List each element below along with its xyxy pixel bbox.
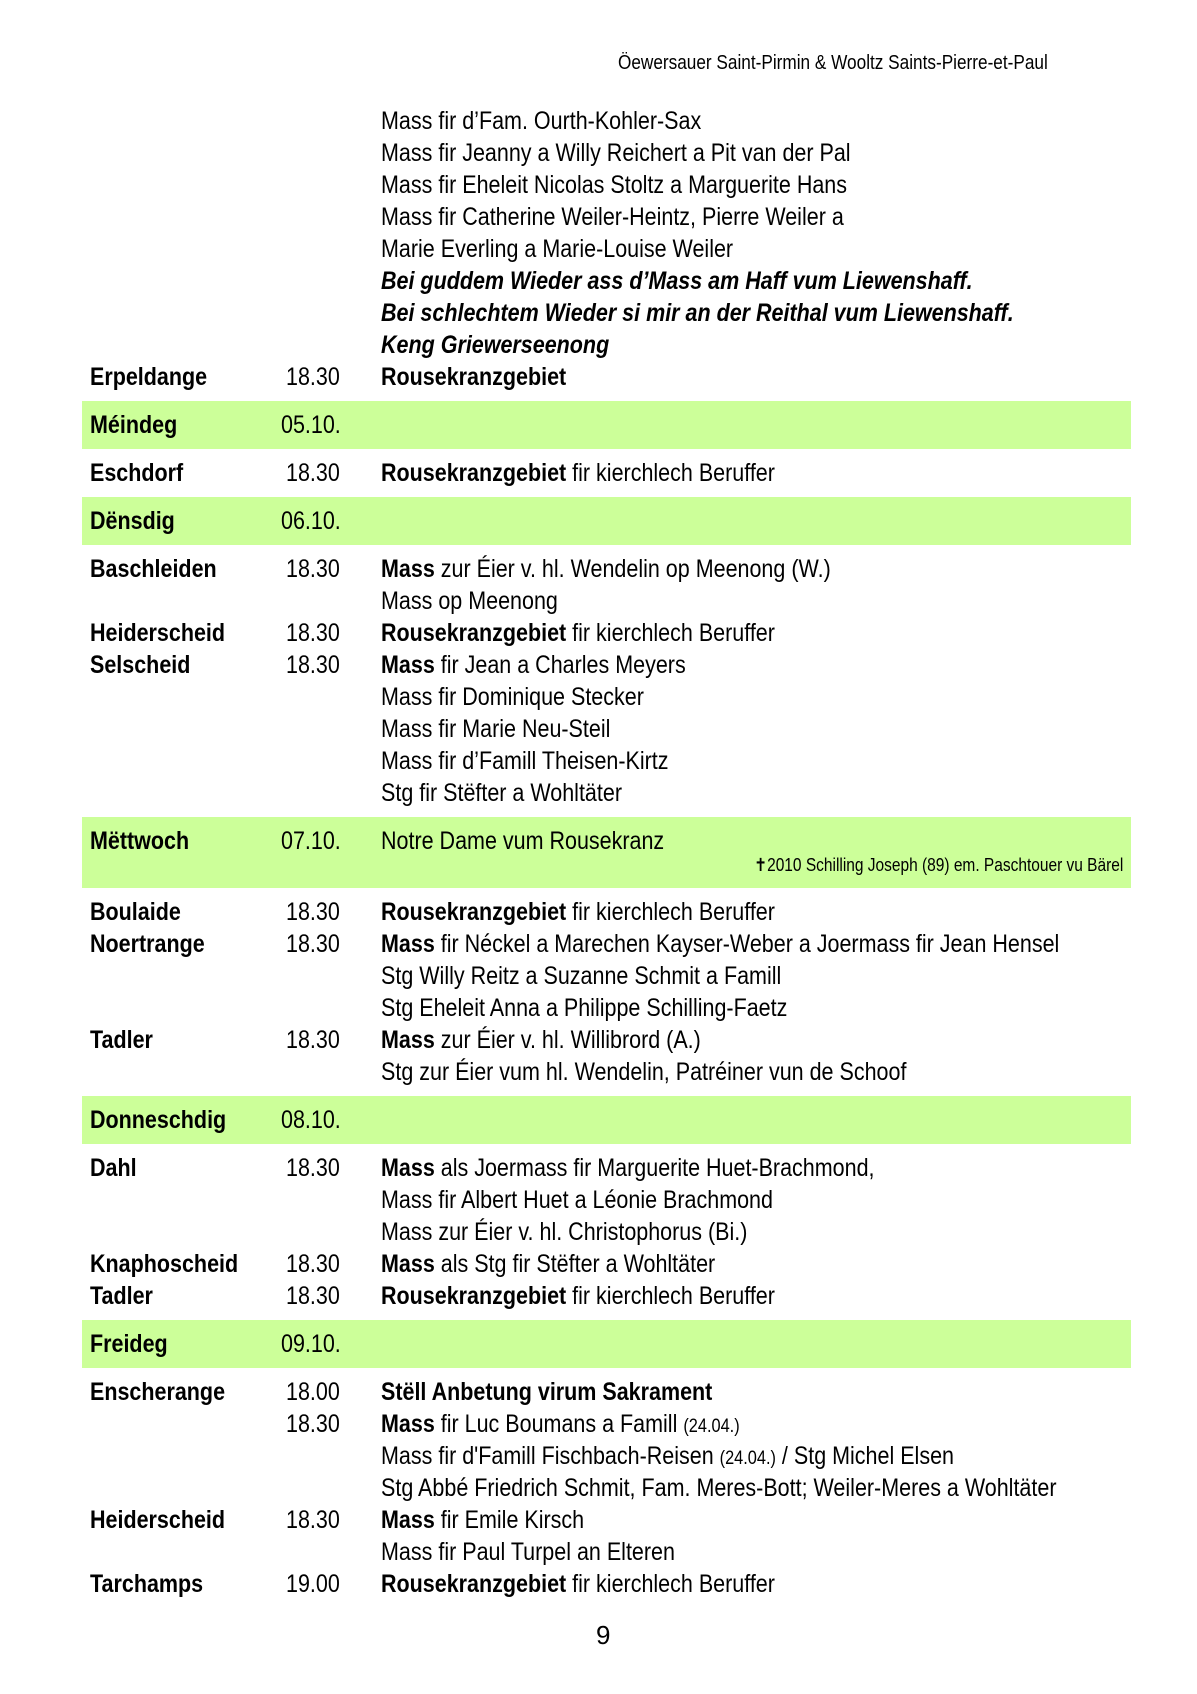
- service-line: [82, 233, 1131, 265]
- service-description: [381, 553, 831, 585]
- service-time: 18.00: [286, 1378, 340, 1406]
- location: Enscherange: [90, 1378, 226, 1406]
- service-description: [381, 777, 622, 809]
- service-time: 18.30: [286, 1506, 340, 1534]
- location: Selscheid: [90, 651, 191, 679]
- cross-icon: ✝: [753, 855, 767, 875]
- service-description: [381, 1568, 775, 1600]
- service-description: [381, 1216, 747, 1248]
- service-line: [82, 1024, 1131, 1056]
- schedule: [82, 97, 1131, 1608]
- service-description: [381, 713, 610, 745]
- day-date: 09.10.: [281, 1330, 341, 1358]
- service-description: [381, 992, 787, 1024]
- service-line: [82, 1248, 1131, 1280]
- services-list: [82, 888, 1131, 1096]
- service-time: 18.30: [286, 930, 340, 958]
- service-text: fir Jean a Charles Meyers: [434, 651, 686, 679]
- service-time: 18.30: [286, 1154, 340, 1182]
- service-description: [381, 361, 566, 393]
- service-time: 18.30: [286, 1410, 340, 1438]
- service-type: Mass: [381, 1506, 435, 1534]
- service-line: [82, 137, 1131, 169]
- service-type: Rousekranzgebiet: [381, 363, 567, 391]
- service-line: [82, 649, 1131, 681]
- service-text: fir Emile Kirsch: [434, 1506, 585, 1534]
- page-number: 9: [596, 1620, 611, 1650]
- service-text: Stg fir Stëfter a Wohltäter: [381, 779, 622, 807]
- service-text: fir kierchlech Beruffer: [566, 1570, 775, 1598]
- service-text: Stg Willy Reitz a Suzanne Schmit a Famill: [381, 962, 782, 990]
- service-text: Stg zur Éier vum hl. Wendelin, Patréiner vun de Schoof: [381, 1058, 907, 1086]
- service-type: Mass: [381, 930, 435, 958]
- service-time: 18.30: [286, 898, 340, 926]
- service-text: Stg Eheleit Anna a Philippe Schilling-Faetz: [381, 994, 788, 1022]
- service-text: Mass zur Éier v. hl. Christophorus (Bi.): [381, 1218, 748, 1246]
- service-time: 18.30: [286, 619, 340, 647]
- day-header-band: [82, 497, 1131, 545]
- services-list: [82, 545, 1131, 817]
- service-text: Marie Everling a Marie-Louise Weiler: [381, 235, 734, 263]
- service-line: [82, 1504, 1131, 1536]
- service-text: fir Néckel a Marechen Kayser-Weber a Joermass fir Jean Hensel: [434, 930, 1060, 958]
- service-line: [82, 265, 1131, 297]
- service-line: [82, 617, 1131, 649]
- service-line: [82, 1184, 1131, 1216]
- service-type: Rousekranzgebiet: [381, 1570, 567, 1598]
- service-text: zur Éier v. hl. Wendelin op Meenong (W.): [434, 555, 831, 583]
- location: Boulaide: [90, 898, 181, 926]
- day-header-band: [82, 1096, 1131, 1144]
- service-line: [82, 681, 1131, 713]
- service-type: Mass: [381, 1154, 435, 1182]
- day-name: Méindeg: [90, 411, 178, 439]
- service-text: Mass fir Eheleit Nicolas Stoltz a Marguerite Hans: [381, 171, 848, 199]
- service-text: / Stg Michel Elsen: [775, 1442, 955, 1470]
- service-line: [82, 777, 1131, 809]
- service-description: [381, 1152, 875, 1184]
- service-line: [82, 1056, 1131, 1088]
- location: Tarchamps: [90, 1570, 204, 1598]
- day-date: 08.10.: [281, 1106, 341, 1134]
- day-name: Freideg: [90, 1330, 168, 1358]
- service-description: [381, 1440, 954, 1475]
- service-line: [82, 992, 1131, 1024]
- service-time: 18.30: [286, 1026, 340, 1054]
- service-line: [82, 361, 1131, 393]
- service-text: Mass fir Paul Turpel an Elteren: [381, 1538, 675, 1566]
- service-description: [381, 928, 1059, 960]
- service-description: [381, 137, 851, 169]
- service-type: Mass: [381, 651, 435, 679]
- service-line: [82, 585, 1131, 617]
- service-text: Mass fir Jeanny a Willy Reichert a Pit van der Pal: [381, 139, 851, 167]
- location: Tadler: [90, 1026, 153, 1054]
- day-date: 05.10.: [281, 411, 341, 439]
- service-description: [381, 681, 644, 713]
- anniversary-text: 2010 Schilling Joseph (89) em. Paschtouer vu Bärel: [766, 855, 1123, 875]
- service-text: als Joermass fir Marguerite Huet-Brachmond,: [434, 1154, 875, 1182]
- service-line: [82, 745, 1131, 777]
- day-header-band: [82, 401, 1131, 449]
- service-type: Rousekranzgebiet: [381, 619, 567, 647]
- day-date: 06.10.: [281, 507, 341, 535]
- day-header-line: [82, 1328, 1131, 1360]
- day-header-line: [82, 409, 1131, 441]
- service-description: [381, 649, 686, 681]
- service-description: [381, 297, 1014, 329]
- feast-name: Notre Dame vum Rousekranz: [381, 827, 665, 855]
- service-description: [381, 896, 775, 928]
- service-line: [82, 553, 1131, 585]
- service-line: [82, 1536, 1131, 1568]
- service-line: [82, 457, 1131, 489]
- service-type: Mass: [381, 1026, 435, 1054]
- service-text: Bei schlechtem Wieder si mir an der Reithal vum Liewenshaff.: [381, 299, 1014, 327]
- service-description: [381, 169, 847, 201]
- service-description: [381, 1376, 712, 1408]
- day-date: 07.10.: [281, 827, 341, 855]
- day-header-band: [82, 817, 1131, 888]
- location: Noertrange: [90, 930, 205, 958]
- location: Knaphoscheid: [90, 1250, 239, 1278]
- services-list: [82, 1144, 1131, 1320]
- service-description: [381, 585, 558, 617]
- service-text: Keng Griewerseenong: [381, 331, 610, 359]
- service-text: Mass fir Albert Huet a Léonie Brachmond: [381, 1186, 773, 1214]
- service-description: [381, 329, 609, 361]
- service-description: [381, 745, 669, 777]
- service-text: fir kierchlech Beruffer: [566, 619, 775, 647]
- location: Baschleiden: [90, 555, 217, 583]
- service-text: fir kierchlech Beruffer: [566, 459, 775, 487]
- service-type: Rousekranzgebiet: [381, 898, 567, 926]
- service-description: [381, 201, 844, 233]
- service-description: [381, 105, 701, 137]
- day-header-band: [82, 1320, 1131, 1368]
- service-time: 18.30: [286, 651, 340, 679]
- service-line: [82, 329, 1131, 361]
- service-line: [82, 1216, 1131, 1248]
- service-line: [82, 201, 1131, 233]
- service-time: 18.30: [286, 555, 340, 583]
- service-text: Mass op Meenong: [381, 587, 558, 615]
- service-line: [82, 1568, 1131, 1600]
- service-line: [82, 1440, 1131, 1472]
- service-time: 18.30: [286, 459, 340, 487]
- service-line: [82, 928, 1131, 960]
- service-text: Mass fir d’Famill Theisen-Kirtz: [381, 747, 669, 775]
- anniversary-note: [754, 855, 1123, 876]
- day-header-line: [82, 505, 1131, 537]
- location: Heiderscheid: [90, 1506, 226, 1534]
- location: Erpeldange: [90, 363, 208, 391]
- services-list: [82, 1368, 1131, 1608]
- service-description: [381, 617, 775, 649]
- service-line: [82, 297, 1131, 329]
- service-description: [381, 233, 733, 265]
- service-time: 18.30: [286, 1250, 340, 1278]
- service-line: [82, 713, 1131, 745]
- service-time: 18.30: [286, 363, 340, 391]
- service-line: [82, 169, 1131, 201]
- service-description: [381, 457, 775, 489]
- day-header-line: [82, 1104, 1131, 1136]
- location: Heiderscheid: [90, 619, 226, 647]
- service-description: [381, 265, 973, 297]
- service-type: Stëll Anbetung virum Sakrament: [381, 1378, 713, 1406]
- service-line: [82, 1472, 1131, 1504]
- service-line: [82, 1152, 1131, 1184]
- service-description: [381, 1024, 701, 1056]
- service-description: [381, 1280, 775, 1312]
- day-name: Dënsdig: [90, 507, 175, 535]
- service-text: Mass fir Marie Neu-Steil: [381, 715, 611, 743]
- service-line: [82, 960, 1131, 992]
- service-text: zur Éier v. hl. Willibrord (A.): [434, 1026, 701, 1054]
- service-text: Mass fir Catherine Weiler-Heintz, Pierre Weiler a: [381, 203, 844, 231]
- service-text: (24.04.): [719, 1448, 776, 1469]
- service-time: 18.30: [286, 1282, 340, 1310]
- service-description: [381, 1472, 1056, 1504]
- service-text: (24.04.): [683, 1416, 740, 1437]
- service-text: Mass fir d'Famill Fischbach-Reisen: [381, 1442, 720, 1470]
- service-description: [381, 960, 781, 992]
- service-type: Rousekranzgebiet: [381, 1282, 567, 1310]
- service-line: [82, 1280, 1131, 1312]
- service-text: als Stg fir Stëfter a Wohltäter: [434, 1250, 716, 1278]
- service-description: [381, 1184, 773, 1216]
- service-line: [82, 105, 1131, 137]
- location: Tadler: [90, 1282, 153, 1310]
- location: Dahl: [90, 1154, 137, 1182]
- service-text: fir Luc Boumans a Famill: [434, 1410, 684, 1438]
- service-text: Mass fir Dominique Stecker: [381, 683, 644, 711]
- service-text: Stg Abbé Friedrich Schmit, Fam. Meres-Bott; Weiler-Meres a Wohltäter: [381, 1474, 1057, 1502]
- day-name: Mëttwoch: [90, 827, 190, 855]
- service-type: Mass: [381, 1250, 435, 1278]
- service-type: Mass: [381, 555, 435, 583]
- service-line: [82, 1376, 1131, 1408]
- day-header-line: [82, 825, 1131, 857]
- service-text: Bei guddem Wieder ass d’Mass am Haff vum Liewenshaff.: [381, 267, 973, 295]
- service-line: [82, 1408, 1131, 1440]
- service-description: [381, 1248, 715, 1280]
- service-text: fir kierchlech Beruffer: [566, 898, 775, 926]
- service-description: [381, 1536, 675, 1568]
- service-description: [381, 1504, 584, 1536]
- service-line: [82, 896, 1131, 928]
- service-type: Mass: [381, 1410, 435, 1438]
- services-list: [82, 449, 1131, 497]
- service-description: [381, 1056, 906, 1088]
- services-list: [82, 97, 1131, 401]
- location: Eschdorf: [90, 459, 184, 487]
- service-text: fir kierchlech Beruffer: [566, 1282, 775, 1310]
- service-time: 19.00: [286, 1570, 340, 1598]
- service-description: [381, 1408, 740, 1443]
- service-text: Mass fir d’Fam. Ourth-Kohler-Sax: [381, 107, 702, 135]
- service-type: Rousekranzgebiet: [381, 459, 567, 487]
- page-header: Öewersauer Saint-Pirmin & Wooltz Saints-Pierre-et-Paul: [618, 52, 1048, 74]
- day-name: Donneschdig: [90, 1106, 227, 1134]
